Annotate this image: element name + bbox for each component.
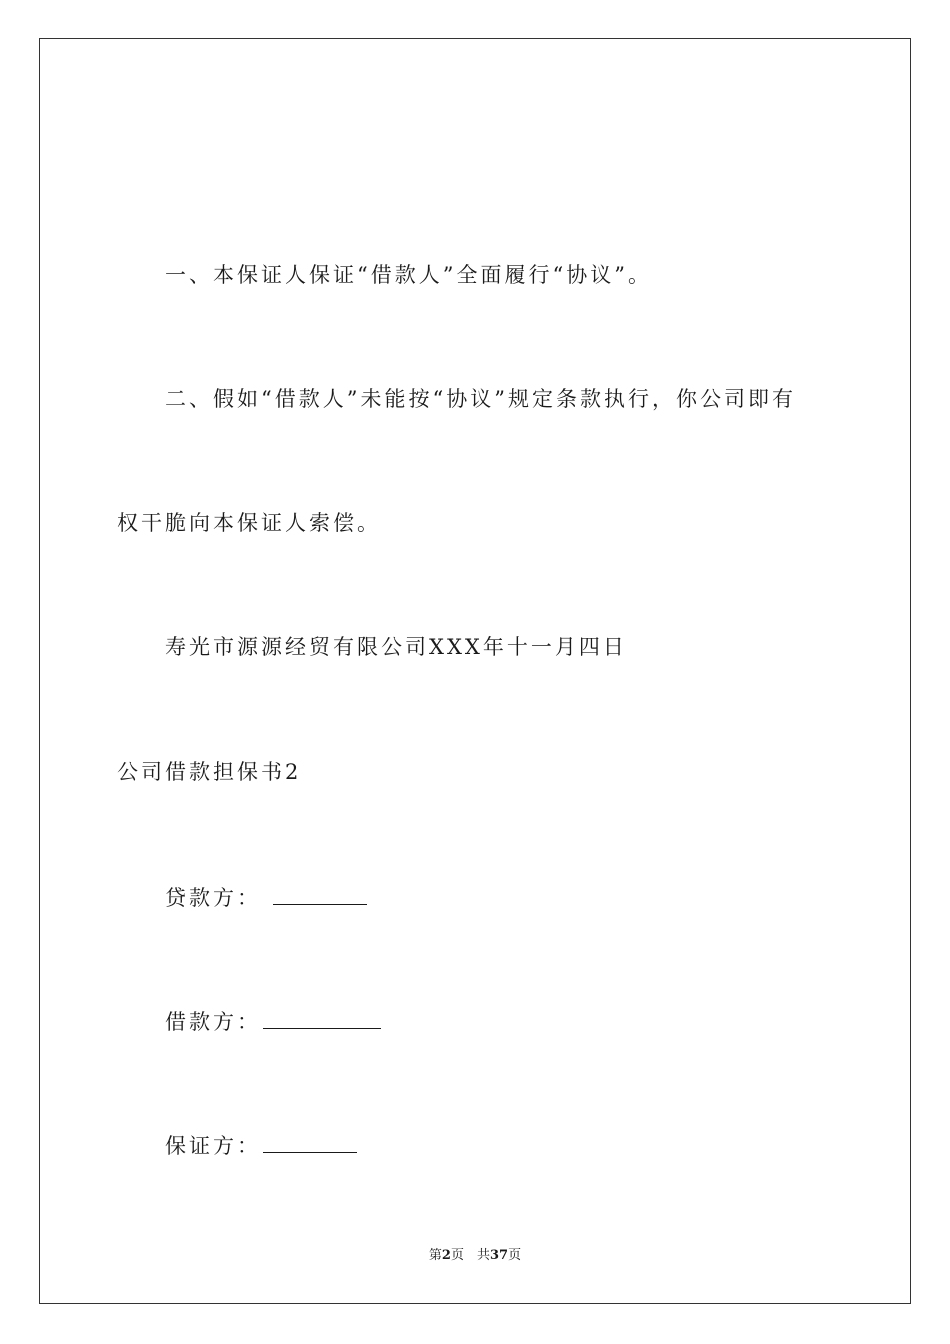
lender-label: 贷款方： (165, 886, 261, 910)
footer-total-pages: 37 (489, 1248, 509, 1263)
borrower-blank (263, 1014, 381, 1029)
signature-line: 寿光市源源经贸有限公司XXX年十一月四日 (165, 635, 627, 659)
footer-current-page: 2 (441, 1248, 451, 1263)
clause-2-line-2: 权干脆向本保证人索偿。 (117, 511, 381, 535)
footer-mid: 页 共 (450, 1248, 490, 1263)
guarantor-field (165, 1136, 357, 1157)
section-title: 公司借款担保书2 (117, 760, 302, 784)
lender-blank (273, 890, 367, 905)
footer-prefix: 第 (428, 1248, 442, 1263)
clause-1: 一、本保证人保证“借款人”全面履行“协议”。 (165, 263, 652, 287)
borrower-label: 借款方： (165, 1010, 261, 1034)
lender-field (165, 888, 367, 909)
footer-suffix: 页 (508, 1248, 522, 1263)
clause-2-line-1: 二、假如“借款人”未能按“协议”规定条款执行，你公司即有 (165, 387, 796, 411)
borrower-field (165, 1012, 381, 1033)
guarantor-label: 保证方： (165, 1134, 261, 1158)
page-border (39, 38, 911, 1304)
page-number-footer (0, 1249, 950, 1262)
guarantor-blank (263, 1138, 357, 1153)
